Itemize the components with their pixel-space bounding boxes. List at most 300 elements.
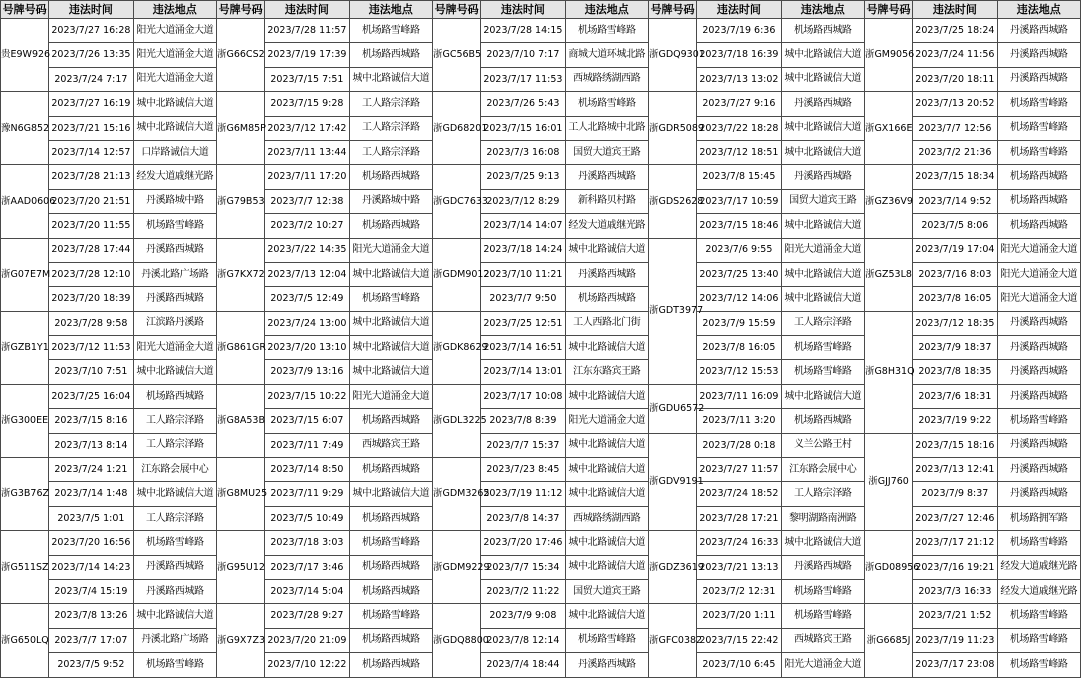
table-row <box>1 579 1081 603</box>
table-row <box>1 165 1081 189</box>
violation-place-cell: 工人路宗泽路 <box>781 311 864 335</box>
violation-place-cell: 阳光大道涌金大道 <box>133 43 216 67</box>
plate-number-cell: 浙G8H31Q <box>864 311 912 433</box>
violation-time-cell: 2023/7/17 10:08 <box>481 384 565 408</box>
violation-time-cell: 2023/7/14 1:48 <box>49 482 133 506</box>
plate-number-cell: 浙GJJ760 <box>864 433 912 531</box>
violation-place-cell: 丹溪路西城路 <box>781 92 864 116</box>
plate-number-cell: 浙GZ53L8 <box>864 238 912 311</box>
violation-place-cell: 机场路西城路 <box>781 19 864 43</box>
violation-place-cell: 黎明湖路南洲路 <box>781 506 864 530</box>
plate-header: 号牌号码 <box>1 1 49 19</box>
place-header: 违法地点 <box>997 1 1080 19</box>
violation-time-cell: 2023/7/17 10:59 <box>697 189 781 213</box>
table-row <box>1 262 1081 286</box>
violation-place-cell: 阳光大道涌金大道 <box>133 67 216 91</box>
violation-time-cell: 2023/7/27 11:57 <box>697 458 781 482</box>
violation-time-cell: 2023/7/11 13:44 <box>265 140 349 164</box>
violation-place-cell: 城中北路诚信大道 <box>349 482 432 506</box>
violation-place-cell: 城中北路诚信大道 <box>349 262 432 286</box>
violation-time-cell: 2023/7/28 17:21 <box>697 506 781 530</box>
violation-place-cell: 丹溪路城中路 <box>349 189 432 213</box>
violation-time-cell: 2023/7/8 8:39 <box>481 409 565 433</box>
violation-time-cell: 2023/7/13 20:52 <box>913 92 997 116</box>
violation-place-cell: 新科路贝村路 <box>565 189 648 213</box>
violation-place-cell: 义兰公路王村 <box>781 433 864 457</box>
violation-place-cell: 丹溪路西城路 <box>997 43 1080 67</box>
violation-place-cell: 机场路西城路 <box>997 165 1080 189</box>
violation-place-cell: 城中北路诚信大道 <box>781 67 864 91</box>
table-header <box>1 1 1081 19</box>
plate-number-cell: 浙GC56B5 <box>432 19 480 92</box>
violation-time-cell: 2023/7/15 8:16 <box>49 409 133 433</box>
plate-number-cell: 浙GDZ3619 <box>648 531 696 604</box>
violation-place-cell: 城中北路诚信大道 <box>781 287 864 311</box>
table-row <box>1 409 1081 433</box>
violation-time-cell: 2023/7/24 18:52 <box>697 482 781 506</box>
violation-time-cell: 2023/7/11 3:20 <box>697 409 781 433</box>
violation-place-cell: 城中北路诚信大道 <box>133 116 216 140</box>
violation-time-cell: 2023/7/8 12:14 <box>481 628 565 652</box>
table-row <box>1 336 1081 360</box>
plate-number-cell: 浙GDM3265 <box>432 458 480 531</box>
violation-place-cell: 经发大道戚继光路 <box>565 214 648 238</box>
violation-place-cell: 机场路雪峰路 <box>565 628 648 652</box>
violation-place-cell: 工人路宗泽路 <box>133 433 216 457</box>
violation-time-cell: 2023/7/14 12:57 <box>49 140 133 164</box>
violation-time-cell: 2023/7/8 13:26 <box>49 604 133 628</box>
violation-place-cell: 城中北路诚信大道 <box>565 555 648 579</box>
violation-place-cell: 丹溪路西城路 <box>997 67 1080 91</box>
violation-place-cell: 城中北路诚信大道 <box>349 360 432 384</box>
violation-time-cell: 2023/7/24 11:56 <box>913 43 997 67</box>
place-header: 违法地点 <box>565 1 648 19</box>
violation-place-cell: 西城路宾王路 <box>349 433 432 457</box>
violation-place-cell: 经发大道戚继光路 <box>997 555 1080 579</box>
plate-number-cell: 浙G861GR <box>216 311 264 384</box>
violation-time-cell: 2023/7/21 13:13 <box>697 555 781 579</box>
violation-time-cell: 2023/7/11 7:49 <box>265 433 349 457</box>
violation-place-cell: 城中北路诚信大道 <box>133 92 216 116</box>
violation-time-cell: 2023/7/15 7:51 <box>265 67 349 91</box>
plate-number-cell: 浙GZB1Y1 <box>1 311 49 384</box>
violation-time-cell: 2023/7/3 16:08 <box>481 140 565 164</box>
violation-time-cell: 2023/7/11 9:29 <box>265 482 349 506</box>
table-row <box>1 238 1081 262</box>
violation-place-cell: 丹溪路西城路 <box>781 165 864 189</box>
violation-time-cell: 2023/7/2 11:22 <box>481 579 565 603</box>
violation-time-cell: 2023/7/25 13:40 <box>697 262 781 286</box>
violation-time-cell: 2023/7/9 18:37 <box>913 336 997 360</box>
plate-number-cell: 浙G8MU25 <box>216 458 264 531</box>
violation-time-cell: 2023/7/13 12:04 <box>265 262 349 286</box>
violation-place-cell: 丹溪路西城路 <box>997 482 1080 506</box>
violation-time-cell: 2023/7/28 9:27 <box>265 604 349 628</box>
table-row <box>1 604 1081 628</box>
table-row <box>1 384 1081 408</box>
violation-place-cell: 阳光大道涌金大道 <box>997 287 1080 311</box>
violation-time-cell: 2023/7/14 13:01 <box>481 360 565 384</box>
table-row <box>1 653 1081 677</box>
violation-time-cell: 2023/7/20 1:11 <box>697 604 781 628</box>
violation-time-cell: 2023/7/24 13:00 <box>265 311 349 335</box>
violation-place-cell: 机场路西城路 <box>997 189 1080 213</box>
plate-number-cell: 浙G6685J <box>864 604 912 677</box>
violation-time-cell: 2023/7/4 18:44 <box>481 653 565 677</box>
violation-time-cell: 2023/7/25 9:13 <box>481 165 565 189</box>
table-body <box>1 19 1081 678</box>
time-header: 违法时间 <box>481 1 565 19</box>
violation-place-cell: 机场路雪峰路 <box>349 531 432 555</box>
time-header: 违法时间 <box>265 1 349 19</box>
violation-place-cell: 丹溪路西城路 <box>781 555 864 579</box>
violation-time-cell: 2023/7/24 1:21 <box>49 458 133 482</box>
plate-number-cell: 浙GDU6572 <box>648 384 696 433</box>
violation-time-cell: 2023/7/9 9:08 <box>481 604 565 628</box>
violation-time-cell: 2023/7/12 18:35 <box>913 311 997 335</box>
violation-time-cell: 2023/7/16 19:21 <box>913 555 997 579</box>
violation-place-cell: 机场路雪峰路 <box>997 140 1080 164</box>
violation-place-cell: 机场路雪峰路 <box>997 116 1080 140</box>
violation-time-cell: 2023/7/12 15:53 <box>697 360 781 384</box>
violation-place-cell: 机场路雪峰路 <box>997 628 1080 652</box>
plate-number-cell: 浙G95U12 <box>216 531 264 604</box>
table-row <box>1 214 1081 238</box>
violation-place-cell: 城中北路诚信大道 <box>349 67 432 91</box>
violation-time-cell: 2023/7/26 5:43 <box>481 92 565 116</box>
violation-place-cell: 江东路会展中心 <box>133 458 216 482</box>
table-row <box>1 140 1081 164</box>
violation-place-cell: 机场路雪峰路 <box>349 19 432 43</box>
violation-place-cell: 丹溪北路广场路 <box>133 628 216 652</box>
place-header: 违法地点 <box>781 1 864 19</box>
violation-place-cell: 城中北路诚信大道 <box>781 116 864 140</box>
violation-time-cell: 2023/7/7 12:38 <box>265 189 349 213</box>
violation-place-cell: 阳光大道涌金大道 <box>997 262 1080 286</box>
table-row <box>1 287 1081 311</box>
plate-number-cell: 豫N6G852 <box>1 92 49 165</box>
table-row <box>1 67 1081 91</box>
violation-place-cell: 工人路宗泽路 <box>349 116 432 140</box>
violation-time-cell: 2023/7/19 6:36 <box>697 19 781 43</box>
violation-time-cell: 2023/7/28 11:57 <box>265 19 349 43</box>
violation-place-cell: 机场路雪峰路 <box>349 604 432 628</box>
violation-time-cell: 2023/7/25 18:24 <box>913 19 997 43</box>
plate-number-cell: 浙GDL3225 <box>432 384 480 457</box>
time-header: 违法时间 <box>49 1 133 19</box>
violation-place-cell: 阳光大道涌金大道 <box>781 238 864 262</box>
violation-place-cell: 丹溪路西城路 <box>997 360 1080 384</box>
violation-place-cell: 机场路西城路 <box>349 214 432 238</box>
violation-place-cell: 工人路宗泽路 <box>133 409 216 433</box>
violation-time-cell: 2023/7/20 21:09 <box>265 628 349 652</box>
violation-place-cell: 阳光大道涌金大道 <box>349 238 432 262</box>
violation-place-cell: 机场路雪峰路 <box>565 19 648 43</box>
violation-time-cell: 2023/7/5 8:06 <box>913 214 997 238</box>
plate-number-cell: 浙G511SZ <box>1 531 49 604</box>
violation-place-cell: 城中北路诚信大道 <box>565 604 648 628</box>
table-row <box>1 506 1081 530</box>
violation-place-cell: 机场路雪峰路 <box>997 531 1080 555</box>
violation-place-cell: 西城路绣湖西路 <box>565 506 648 530</box>
violation-place-cell: 丹溪路西城路 <box>565 653 648 677</box>
plate-number-cell: 浙G7KX72 <box>216 238 264 311</box>
violation-time-cell: 2023/7/19 11:23 <box>913 628 997 652</box>
table-row <box>1 360 1081 384</box>
violation-place-cell: 丹溪路西城路 <box>133 579 216 603</box>
violation-place-cell: 城中北路诚信大道 <box>781 531 864 555</box>
violation-time-cell: 2023/7/18 14:24 <box>481 238 565 262</box>
violation-time-cell: 2023/7/14 8:50 <box>265 458 349 482</box>
table-row <box>1 555 1081 579</box>
violation-time-cell: 2023/7/15 18:46 <box>697 214 781 238</box>
violation-place-cell: 阳光大道涌金大道 <box>349 384 432 408</box>
plate-number-cell: 浙GDK8629 <box>432 311 480 384</box>
violation-time-cell: 2023/7/26 13:35 <box>49 43 133 67</box>
violation-place-cell: 丹溪路西城路 <box>997 433 1080 457</box>
violation-time-cell: 2023/7/24 7:17 <box>49 67 133 91</box>
violation-time-cell: 2023/7/25 16:04 <box>49 384 133 408</box>
table-row <box>1 43 1081 67</box>
violation-time-cell: 2023/7/27 12:46 <box>913 506 997 530</box>
violation-place-cell: 丹溪路西城路 <box>997 336 1080 360</box>
violation-time-cell: 2023/7/20 16:56 <box>49 531 133 555</box>
violation-time-cell: 2023/7/20 18:39 <box>49 287 133 311</box>
violation-place-cell: 城中北路诚信大道 <box>781 262 864 286</box>
violation-place-cell: 机场路雪峰路 <box>349 287 432 311</box>
violation-place-cell: 城中北路诚信大道 <box>565 433 648 457</box>
violation-time-cell: 2023/7/17 3:46 <box>265 555 349 579</box>
violation-place-cell: 城中北路诚信大道 <box>565 238 648 262</box>
violation-place-cell: 江东东路宾王路 <box>565 360 648 384</box>
violation-place-cell: 城中北路诚信大道 <box>565 531 648 555</box>
violation-place-cell: 机场路雪峰路 <box>781 604 864 628</box>
violation-time-cell: 2023/7/23 8:45 <box>481 458 565 482</box>
violation-time-cell: 2023/7/13 8:14 <box>49 433 133 457</box>
table-row <box>1 458 1081 482</box>
violation-place-cell: 城中北路诚信大道 <box>349 336 432 360</box>
plate-number-cell: 浙GDM9012 <box>432 238 480 311</box>
violation-time-cell: 2023/7/5 10:49 <box>265 506 349 530</box>
time-header: 违法时间 <box>697 1 781 19</box>
violation-place-cell: 机场路西城路 <box>349 43 432 67</box>
violation-place-cell: 机场路雪峰路 <box>997 92 1080 116</box>
plate-number-cell: 浙G8A53B <box>216 384 264 457</box>
violation-time-cell: 2023/7/5 9:52 <box>49 653 133 677</box>
violation-time-cell: 2023/7/20 21:51 <box>49 189 133 213</box>
plate-header: 号牌号码 <box>432 1 480 19</box>
plate-number-cell: 浙G3B76Z <box>1 458 49 531</box>
violation-place-cell: 丹溪路西城路 <box>565 262 648 286</box>
violation-place-cell: 机场路西城路 <box>349 506 432 530</box>
plate-number-cell: 浙GDV9191 <box>648 433 696 531</box>
violation-place-cell: 城中北路诚信大道 <box>565 482 648 506</box>
violation-time-cell: 2023/7/25 12:51 <box>481 311 565 335</box>
violation-time-cell: 2023/7/19 11:12 <box>481 482 565 506</box>
violation-place-cell: 机场路西城路 <box>133 384 216 408</box>
violation-time-cell: 2023/7/9 15:59 <box>697 311 781 335</box>
violation-time-cell: 2023/7/14 9:52 <box>913 189 997 213</box>
violation-place-cell: 机场路西城路 <box>349 653 432 677</box>
violation-place-cell: 机场路雪峰路 <box>997 653 1080 677</box>
place-header: 违法地点 <box>349 1 432 19</box>
violation-time-cell: 2023/7/28 12:10 <box>49 262 133 286</box>
violation-time-cell: 2023/7/10 12:22 <box>265 653 349 677</box>
violation-time-cell: 2023/7/28 14:15 <box>481 19 565 43</box>
violation-place-cell: 机场路拥军路 <box>997 506 1080 530</box>
violation-time-cell: 2023/7/20 18:11 <box>913 67 997 91</box>
plate-header: 号牌号码 <box>864 1 912 19</box>
plate-number-cell: 浙GX166E <box>864 92 912 165</box>
violation-place-cell: 丹溪路西城路 <box>997 19 1080 43</box>
violation-place-cell: 工人路宗泽路 <box>781 482 864 506</box>
table-row <box>1 189 1081 213</box>
plate-number-cell: 浙GDS2628 <box>648 165 696 238</box>
violation-place-cell: 阳光大道涌金大道 <box>133 19 216 43</box>
violation-place-cell: 经发大道戚继光路 <box>997 579 1080 603</box>
violation-time-cell: 2023/7/19 17:39 <box>265 43 349 67</box>
violation-time-cell: 2023/7/18 3:03 <box>265 531 349 555</box>
violation-place-cell: 城中北路诚信大道 <box>565 458 648 482</box>
plate-number-cell: 浙G9X7Z3 <box>216 604 264 677</box>
violation-time-cell: 2023/7/5 12:49 <box>265 287 349 311</box>
violation-time-cell: 2023/7/14 14:07 <box>481 214 565 238</box>
violation-time-cell: 2023/7/7 12:56 <box>913 116 997 140</box>
violation-place-cell: 机场路雪峰路 <box>997 604 1080 628</box>
plate-number-cell: 浙GM9056 <box>864 19 912 92</box>
violation-time-cell: 2023/7/28 9:58 <box>49 311 133 335</box>
violation-time-cell: 2023/7/12 8:29 <box>481 189 565 213</box>
violation-place-cell: 工人西路北门街 <box>565 311 648 335</box>
plate-number-cell: 浙AAD0606 <box>1 165 49 238</box>
violation-place-cell: 城中北路诚信大道 <box>349 311 432 335</box>
violation-place-cell: 阳光大道涌金大道 <box>133 336 216 360</box>
plate-number-cell: 浙GFC0382 <box>648 604 696 677</box>
violation-time-cell: 2023/7/8 14:37 <box>481 506 565 530</box>
violation-time-cell: 2023/7/8 16:05 <box>913 287 997 311</box>
violation-time-cell: 2023/7/22 14:35 <box>265 238 349 262</box>
plate-header: 号牌号码 <box>648 1 696 19</box>
violation-place-cell: 机场路雪峰路 <box>133 653 216 677</box>
violation-place-cell: 江东路会展中心 <box>781 458 864 482</box>
plate-number-cell: 浙GDC7633 <box>432 165 480 238</box>
violation-time-cell: 2023/7/27 16:28 <box>49 19 133 43</box>
violation-place-cell: 阳光大道涌金大道 <box>565 409 648 433</box>
violation-place-cell: 机场路西城路 <box>997 214 1080 238</box>
violation-time-cell: 2023/7/17 21:12 <box>913 531 997 555</box>
violation-time-cell: 2023/7/13 13:02 <box>697 67 781 91</box>
table-row <box>1 311 1081 335</box>
violation-place-cell: 机场路雪峰路 <box>781 336 864 360</box>
violation-time-cell: 2023/7/15 16:01 <box>481 116 565 140</box>
violation-place-cell: 机场路雪峰路 <box>133 214 216 238</box>
violation-place-cell: 丹溪路西城路 <box>133 238 216 262</box>
violation-place-cell: 城中北路诚信大道 <box>781 214 864 238</box>
violation-time-cell: 2023/7/19 9:22 <box>913 409 997 433</box>
violation-time-cell: 2023/7/15 9:28 <box>265 92 349 116</box>
violation-place-cell: 西城路宾王路 <box>781 628 864 652</box>
plate-number-cell: 浙GDM9229 <box>432 531 480 604</box>
violation-place-cell: 机场路西城路 <box>565 287 648 311</box>
violation-place-cell: 口岸路诚信大道 <box>133 140 216 164</box>
table-row <box>1 628 1081 652</box>
violation-place-cell: 机场路西城路 <box>349 579 432 603</box>
violation-place-cell: 机场路西城路 <box>349 409 432 433</box>
violation-place-cell: 工人北路城中北路 <box>565 116 648 140</box>
violation-time-cell: 2023/7/20 17:46 <box>481 531 565 555</box>
violation-time-cell: 2023/7/3 16:33 <box>913 579 997 603</box>
violation-place-cell: 城中北路诚信大道 <box>133 604 216 628</box>
violation-place-cell: 机场路西城路 <box>349 628 432 652</box>
violation-time-cell: 2023/7/8 15:45 <box>697 165 781 189</box>
violation-place-cell: 机场路雪峰路 <box>781 579 864 603</box>
violation-time-cell: 2023/7/12 18:51 <box>697 140 781 164</box>
violation-time-cell: 2023/7/10 7:51 <box>49 360 133 384</box>
violation-time-cell: 2023/7/20 13:10 <box>265 336 349 360</box>
violation-time-cell: 2023/7/5 1:01 <box>49 506 133 530</box>
plate-number-cell: 贵E9W926 <box>1 19 49 92</box>
violation-place-cell: 工人路宗泽路 <box>349 92 432 116</box>
violation-place-cell: 工人路宗泽路 <box>133 506 216 530</box>
violation-time-cell: 2023/7/12 17:42 <box>265 116 349 140</box>
violation-place-cell: 西城路绣湖西路 <box>565 67 648 91</box>
table-row <box>1 116 1081 140</box>
violation-place-cell: 机场路西城路 <box>349 165 432 189</box>
table-row <box>1 482 1081 506</box>
violation-time-cell: 2023/7/2 21:36 <box>913 140 997 164</box>
violation-place-cell: 经发大道戚继光路 <box>133 165 216 189</box>
violation-place-cell: 城中北路诚信大道 <box>565 384 648 408</box>
violation-time-cell: 2023/7/20 11:55 <box>49 214 133 238</box>
violation-place-cell: 国贸大道宾王路 <box>565 579 648 603</box>
violation-time-cell: 2023/7/17 23:08 <box>913 653 997 677</box>
violation-place-cell: 城中北路诚信大道 <box>133 360 216 384</box>
violation-time-cell: 2023/7/6 9:55 <box>697 238 781 262</box>
violation-time-cell: 2023/7/7 17:07 <box>49 628 133 652</box>
violation-place-cell: 机场路西城路 <box>349 555 432 579</box>
violation-place-cell: 丹溪路西城路 <box>565 165 648 189</box>
violation-place-cell: 丹溪路西城路 <box>133 555 216 579</box>
violation-time-cell: 2023/7/15 22:42 <box>697 628 781 652</box>
plate-number-cell: 浙G79B53 <box>216 165 264 238</box>
violation-place-cell: 丹溪路西城路 <box>997 384 1080 408</box>
violation-place-cell: 机场路雪峰路 <box>565 92 648 116</box>
violation-place-cell: 丹溪路城中路 <box>133 189 216 213</box>
violation-time-cell: 2023/7/15 10:22 <box>265 384 349 408</box>
violation-time-cell: 2023/7/10 6:45 <box>697 653 781 677</box>
violation-place-cell: 江滨路丹溪路 <box>133 311 216 335</box>
header-row <box>1 1 1081 19</box>
violation-time-cell: 2023/7/9 8:37 <box>913 482 997 506</box>
violation-time-cell: 2023/7/18 16:39 <box>697 43 781 67</box>
violation-time-cell: 2023/7/14 16:51 <box>481 336 565 360</box>
plate-number-cell: 浙GDT3977 <box>648 238 696 384</box>
violation-place-cell: 城中北路诚信大道 <box>133 482 216 506</box>
plate-number-cell: 浙G6M85P <box>216 92 264 165</box>
plate-number-cell: 浙G650LQ <box>1 604 49 677</box>
violation-time-cell: 2023/7/14 5:04 <box>265 579 349 603</box>
violation-time-cell: 2023/7/13 12:41 <box>913 458 997 482</box>
plate-number-cell: 浙GDQ8800 <box>432 604 480 677</box>
violation-time-cell: 2023/7/7 15:34 <box>481 555 565 579</box>
violation-place-cell: 机场路西城路 <box>349 458 432 482</box>
violation-time-cell: 2023/7/2 12:31 <box>697 579 781 603</box>
violation-place-cell: 丹溪北路广场路 <box>133 262 216 286</box>
violation-time-cell: 2023/7/24 16:33 <box>697 531 781 555</box>
violation-place-cell: 阳光大道涌金大道 <box>781 653 864 677</box>
violation-place-cell: 国贸大道宾王路 <box>565 140 648 164</box>
violation-time-cell: 2023/7/14 14:23 <box>49 555 133 579</box>
